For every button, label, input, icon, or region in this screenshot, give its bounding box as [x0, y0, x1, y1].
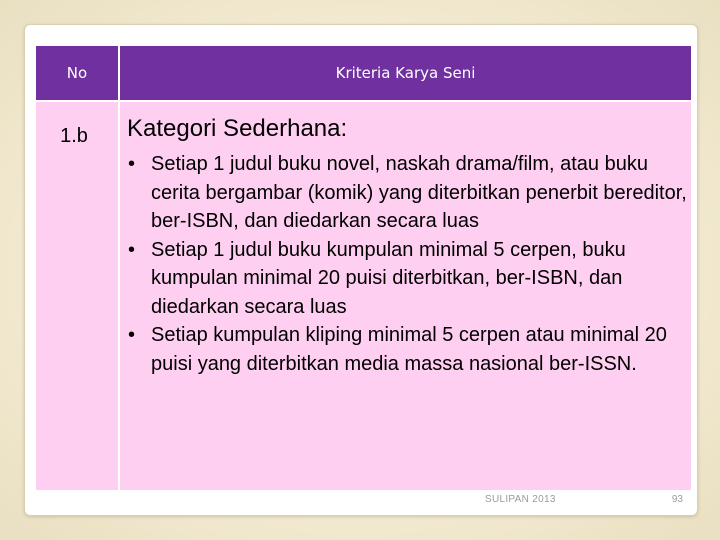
list-item-text: Setiap 1 judul buku kumpulan minimal 5 cerpen, buku kumpulan minimal 20 puisi diterbitkan, ber-ISBN, dan diedarkan secara luas [151, 238, 626, 318]
header-no: No [35, 45, 119, 101]
table-header-row [35, 45, 692, 101]
row-criteria-cell [119, 101, 692, 491]
row-no-cell [35, 101, 119, 491]
footer-source: SULIPAN 2013 [485, 494, 556, 505]
bullet-icon: • [128, 324, 136, 346]
slide [24, 24, 698, 516]
header-criteria: Kriteria Karya Seni [119, 45, 692, 101]
criteria-list [127, 150, 687, 378]
list-item-text: Setiap 1 judul buku novel, naskah drama/film, atau buku cerita bergambar (komik) yang diterbitkan penerbit bereditor, ber-ISBN, dan diedarkan secara luas [151, 153, 687, 232]
table-row [35, 101, 692, 491]
list-item-text: Setiap kumpulan kliping minimal 5 cerpen atau minimal 20 puisi yang diterbitkan media massa nasional ber-ISSN. [151, 324, 667, 375]
criteria-table [34, 44, 693, 492]
list-item [127, 236, 687, 322]
category-title: Kategori Sederhana: [127, 115, 348, 142]
bullet-icon: • [128, 238, 136, 261]
list-item [127, 321, 687, 378]
page-number: 93 [671, 494, 683, 505]
list-item [127, 150, 687, 236]
row-number: 1.b [60, 125, 88, 147]
bullet-icon: • [128, 153, 136, 175]
